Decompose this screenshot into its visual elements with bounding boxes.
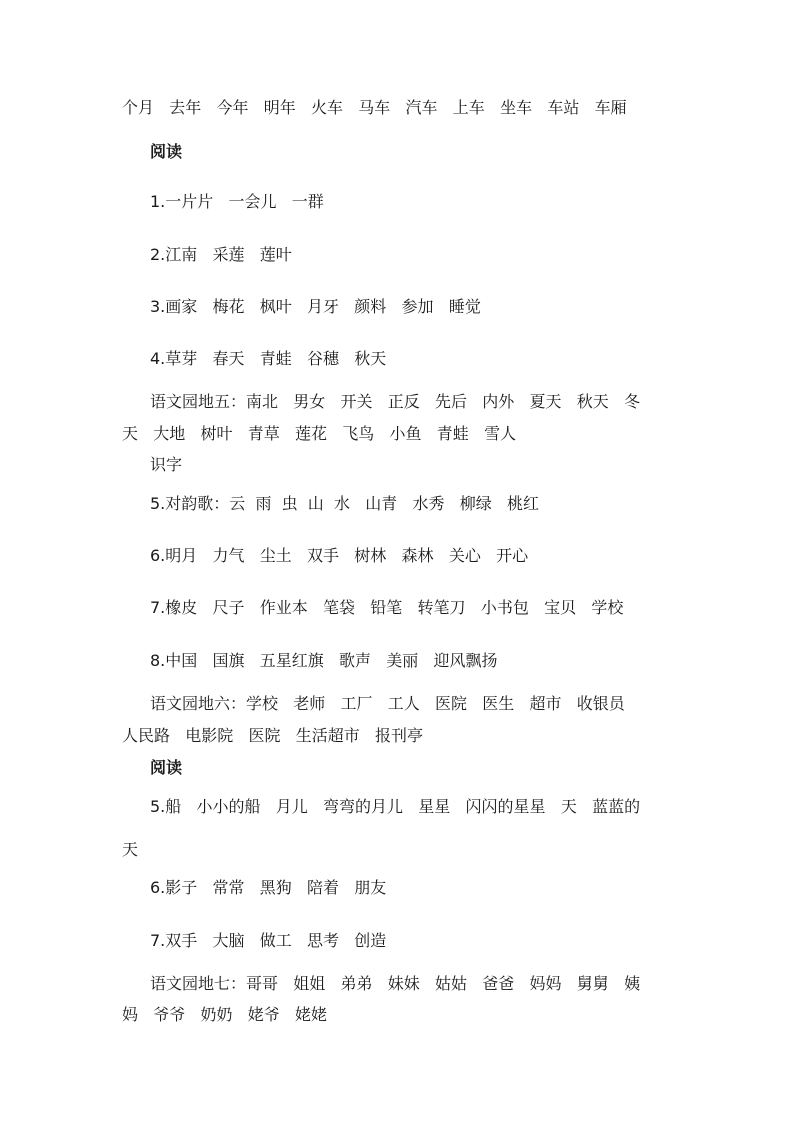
text-line-19: 6.影子 常常 黑狗 陪着 朋友 <box>150 878 387 897</box>
text-line-4: 2.江南 采莲 莲叶 <box>150 245 292 264</box>
text-line-20: 7.双手 大脑 做工 思考 创造 <box>150 931 387 950</box>
text-line-7: 语文园地五：南北 男女 开关 正反 先后 内外 夏天 秋天 冬 <box>150 392 641 411</box>
text-line-6: 4.草芽 春天 青蛙 谷穗 秋天 <box>150 349 387 368</box>
text-line-12: 7.橡皮 尺子 作业本 笔袋 铅笔 转笔刀 小书包 宝贝 学校 <box>150 598 624 617</box>
text-line-17: 5.船 小小的船 月儿 弯弯的月儿 星星 闪闪的星星 天 蓝蓝的 <box>150 797 641 816</box>
text-line-21: 语文园地七：哥哥 姐姐 弟弟 妹妹 姑姑 爸爸 妈妈 舅舅 姨 <box>150 974 641 993</box>
section-heading-literacy: 识字 <box>150 455 183 474</box>
text-line-11: 6.明月 力气 尘土 双手 树林 森林 关心 开心 <box>150 546 529 565</box>
text-line-13: 8.中国 国旗 五星红旗 歌声 美丽 迎风飘扬 <box>150 651 498 670</box>
text-line-5: 3.画家 梅花 枫叶 月牙 颜料 参加 睡觉 <box>150 297 481 316</box>
text-line-14: 语文园地六：学校 老师 工厂 工人 医院 医生 超市 收银员 <box>150 694 625 713</box>
text-line-10: 5.对韵歌：云 雨 虫 山 水 山青 水秀 柳绿 桃红 <box>150 494 539 513</box>
text-line-3: 1.一片片 一会儿 一群 <box>150 192 324 211</box>
text-line-15: 人民路 电影院 医院 生活超市 报刊亭 <box>122 726 424 745</box>
text-line-22: 妈 爷爷 奶奶 姥爷 姥姥 <box>122 1005 328 1024</box>
section-heading-reading-1: 阅读 <box>150 142 183 161</box>
text-line-1: 个月 去年 今年 明年 火车 马车 汽车 上车 坐车 车站 车厢 <box>122 98 627 117</box>
text-line-8: 天 大地 树叶 青草 莲花 飞鸟 小鱼 青蛙 雪人 <box>122 424 517 443</box>
section-heading-reading-2: 阅读 <box>150 758 183 777</box>
text-line-18: 天 <box>122 840 139 859</box>
